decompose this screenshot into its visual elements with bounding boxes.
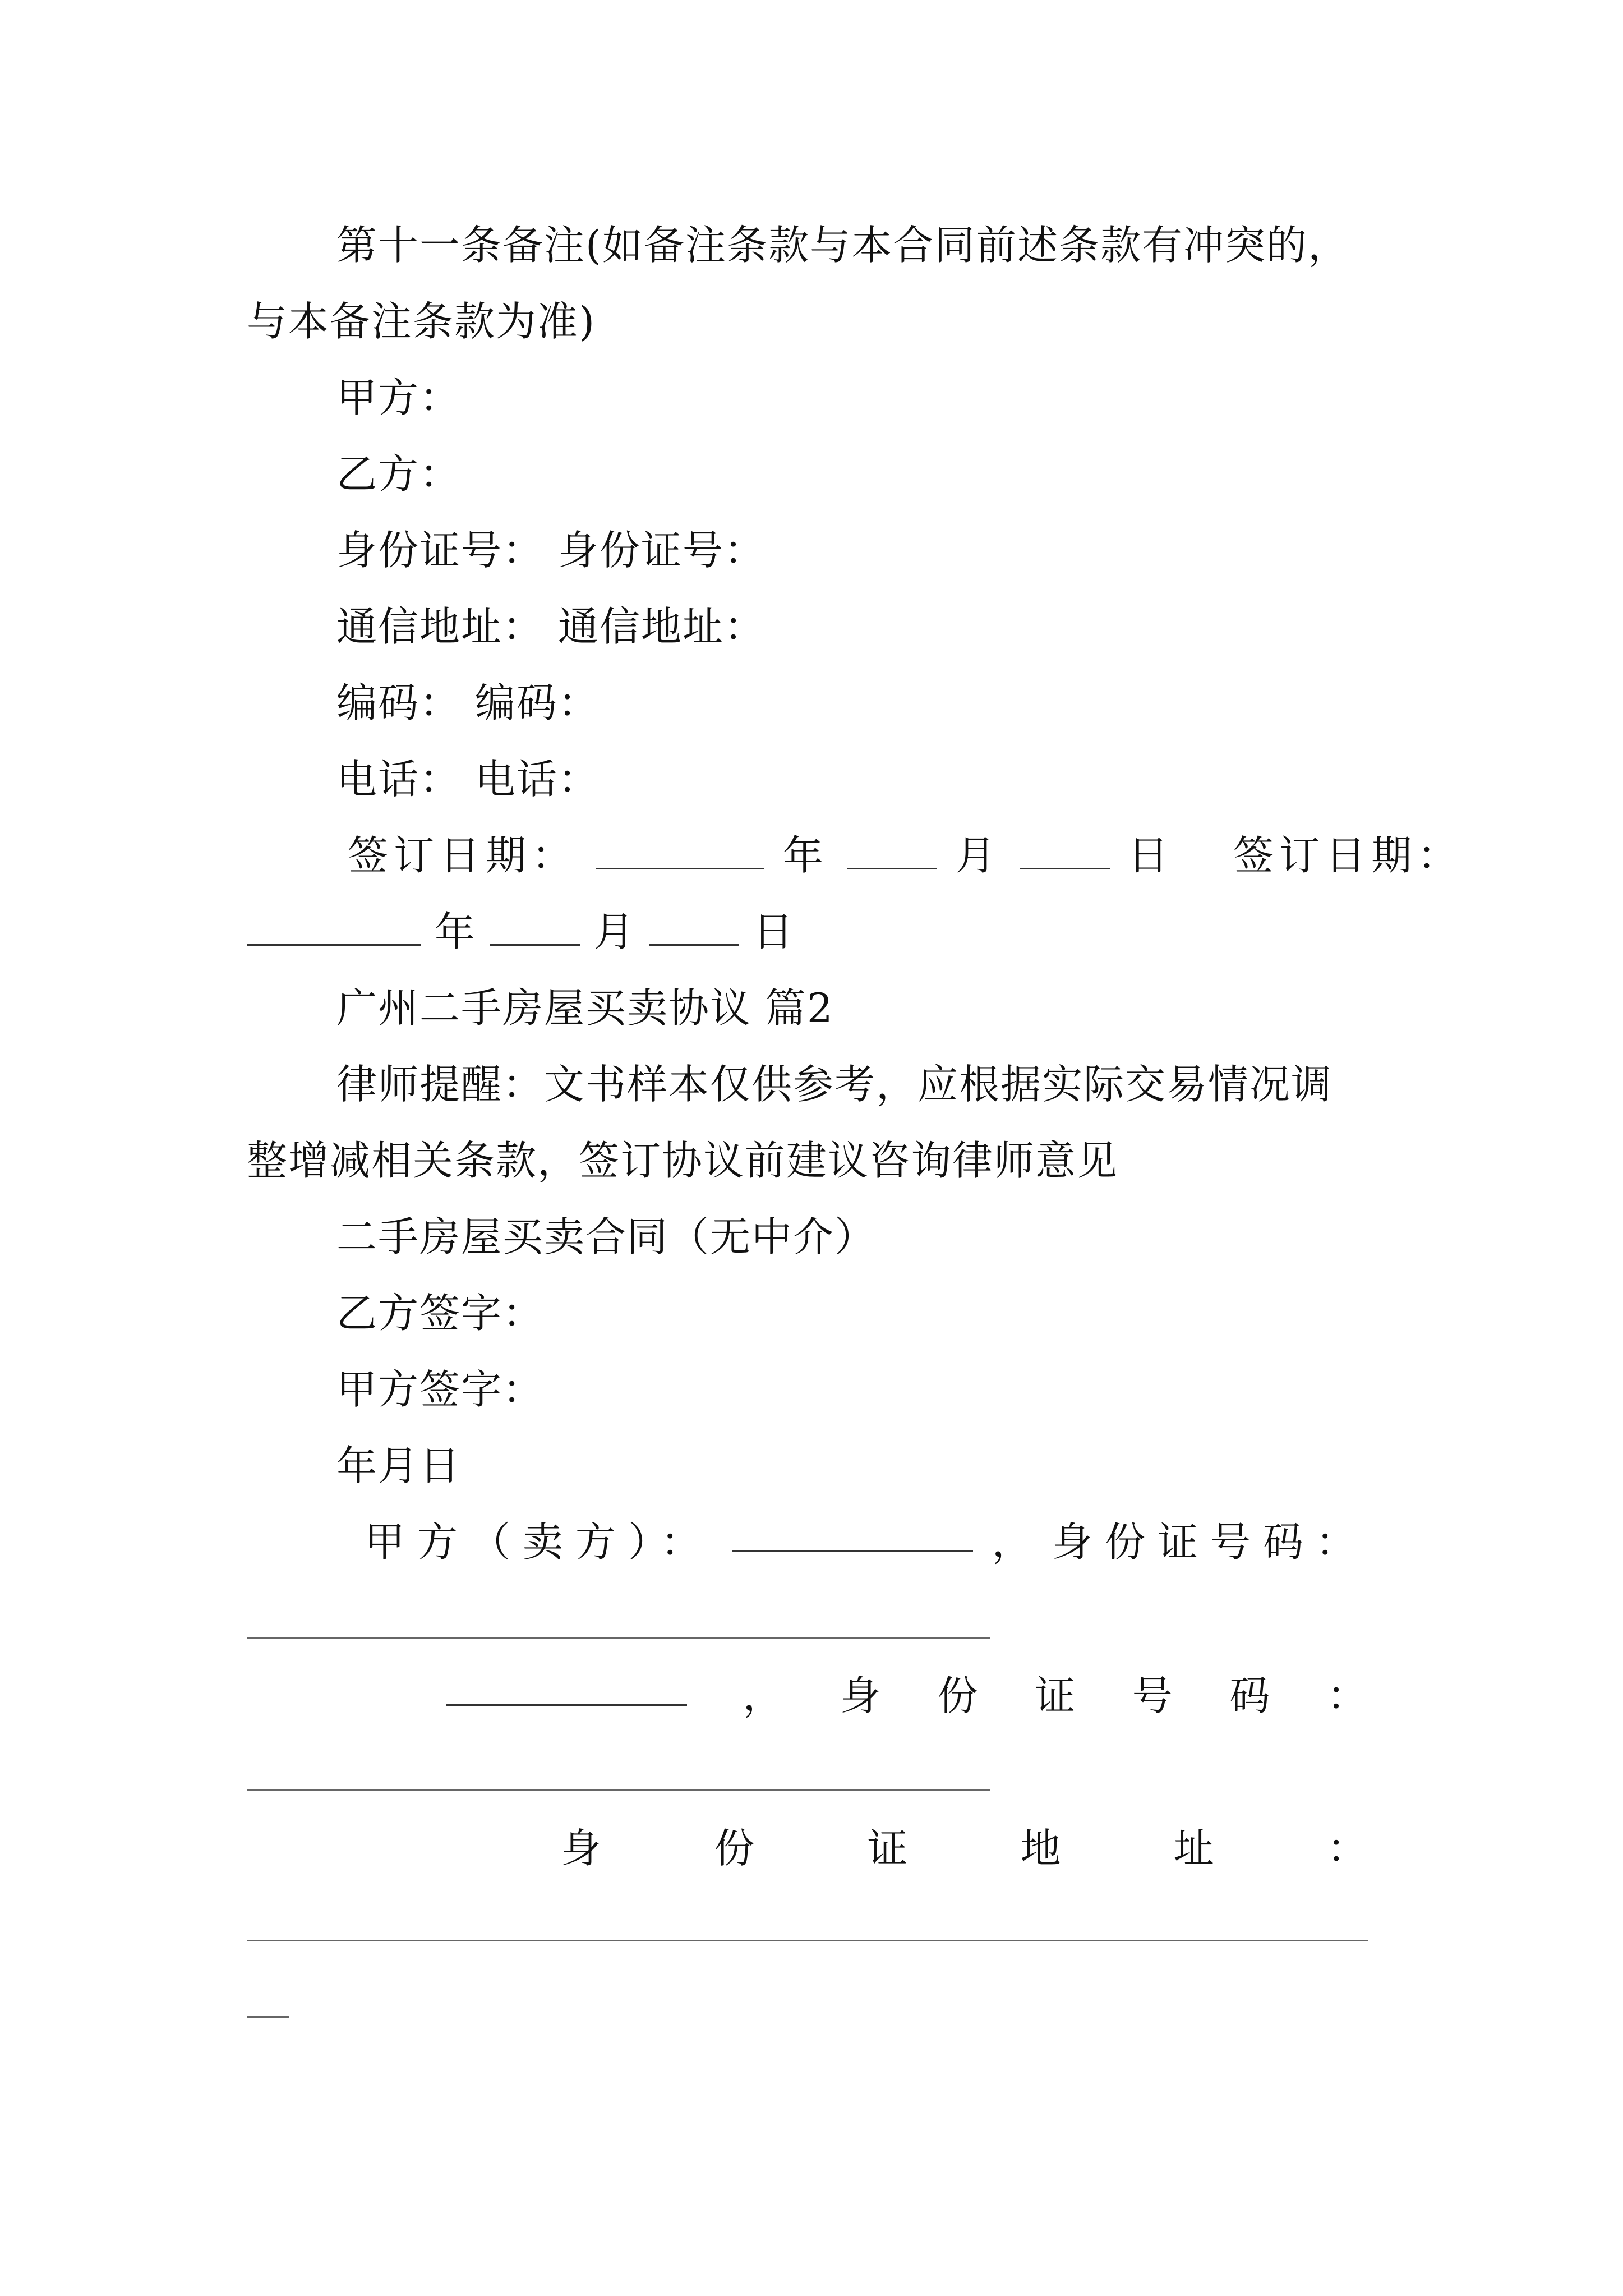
postcode-line: 编码： 编码： (336, 679, 600, 726)
seller-id-rule (247, 1637, 990, 1639)
id-address-rule (247, 1940, 1368, 1941)
party-a-sign-label: 甲方签字： (336, 1366, 545, 1413)
second-comma: ， (743, 1672, 785, 1719)
sign-date-day-blank-2 (649, 910, 739, 946)
id-address-rule-short (247, 2016, 289, 2018)
seller-name-blank (732, 1517, 973, 1552)
sign-date-day-blank (1020, 834, 1110, 869)
seller-label: 甲方（卖方）： (365, 1519, 714, 1566)
second-id-char-3: 证 (1035, 1672, 1077, 1719)
party-b-sign-label: 乙方签字： (336, 1290, 545, 1337)
sign-date-year-2: 年 (434, 908, 476, 955)
second-name-blank (446, 1671, 687, 1706)
sign-date-month-blank-2 (490, 910, 580, 946)
id-address-char-3: 证 (867, 1825, 909, 1872)
sign-date-line (348, 830, 1464, 881)
second-id-char-5: 码 (1229, 1672, 1271, 1719)
sign-date-line-2 (247, 907, 795, 957)
second-id-char-2: 份 (937, 1672, 979, 1719)
id-address-char-4: 地 (1020, 1825, 1062, 1872)
article-11-line-1: 第十一条备注(如备注条款与本合同前述条款有冲突的， (336, 222, 1350, 269)
sign-date-day: 日 (1128, 832, 1174, 879)
sign-date-month: 月 (955, 832, 1002, 879)
phone-line: 电话： 电话： (336, 756, 600, 803)
second-id-char-6: ： (1326, 1672, 1368, 1719)
party-a-label: 甲方： (336, 374, 462, 421)
second-id-line (446, 1671, 1368, 1721)
sign-date-month-2: 月 (593, 908, 635, 955)
seller-id-label: 身份证号码： (1052, 1519, 1368, 1566)
article-11-line-2: 与本备注条款为准) (247, 298, 596, 345)
sign-date-year: 年 (782, 832, 829, 879)
sign-date-day-2: 日 (753, 908, 795, 955)
sign-date-month-blank (847, 834, 937, 869)
lawyer-note-line-1: 律师提醒：文书样本仅供参考，应根据实际交易情况调 (336, 1061, 1333, 1108)
seller-line (365, 1517, 1368, 1567)
date-ymd: 年月日 (336, 1442, 462, 1489)
lawyer-note-line-2: 整增减相关条款，签订协议前建议咨询律师意见 (247, 1137, 1119, 1184)
sign-date-label-2: 签订日期： (1233, 832, 1464, 879)
sign-date-year-blank-2 (247, 910, 421, 946)
id-address-char-2: 份 (714, 1825, 756, 1872)
sign-date-label: 签订日期： (348, 832, 578, 879)
id-address-char-6: ： (1326, 1825, 1368, 1872)
contract-title: 二手房屋买卖合同（无中介） (336, 1213, 877, 1260)
sign-date-year-blank (596, 834, 764, 869)
section-2-title: 广州二手房屋买卖协议 篇2 (336, 984, 834, 1032)
second-id-char-1: 身 (840, 1672, 882, 1719)
id-address-char-1: 身 (561, 1825, 603, 1872)
address-line: 通信地址： 通信地址： (336, 603, 766, 650)
id-number-line: 身份证号： 身份证号： (336, 527, 766, 574)
second-id-char-4: 号 (1132, 1672, 1174, 1719)
id-address-line (561, 1823, 1368, 1874)
seller-comma: ， (992, 1519, 1034, 1566)
party-b-label: 乙方： (336, 450, 462, 498)
second-id-rule (247, 1789, 990, 1791)
id-address-char-5: 址 (1173, 1825, 1215, 1872)
